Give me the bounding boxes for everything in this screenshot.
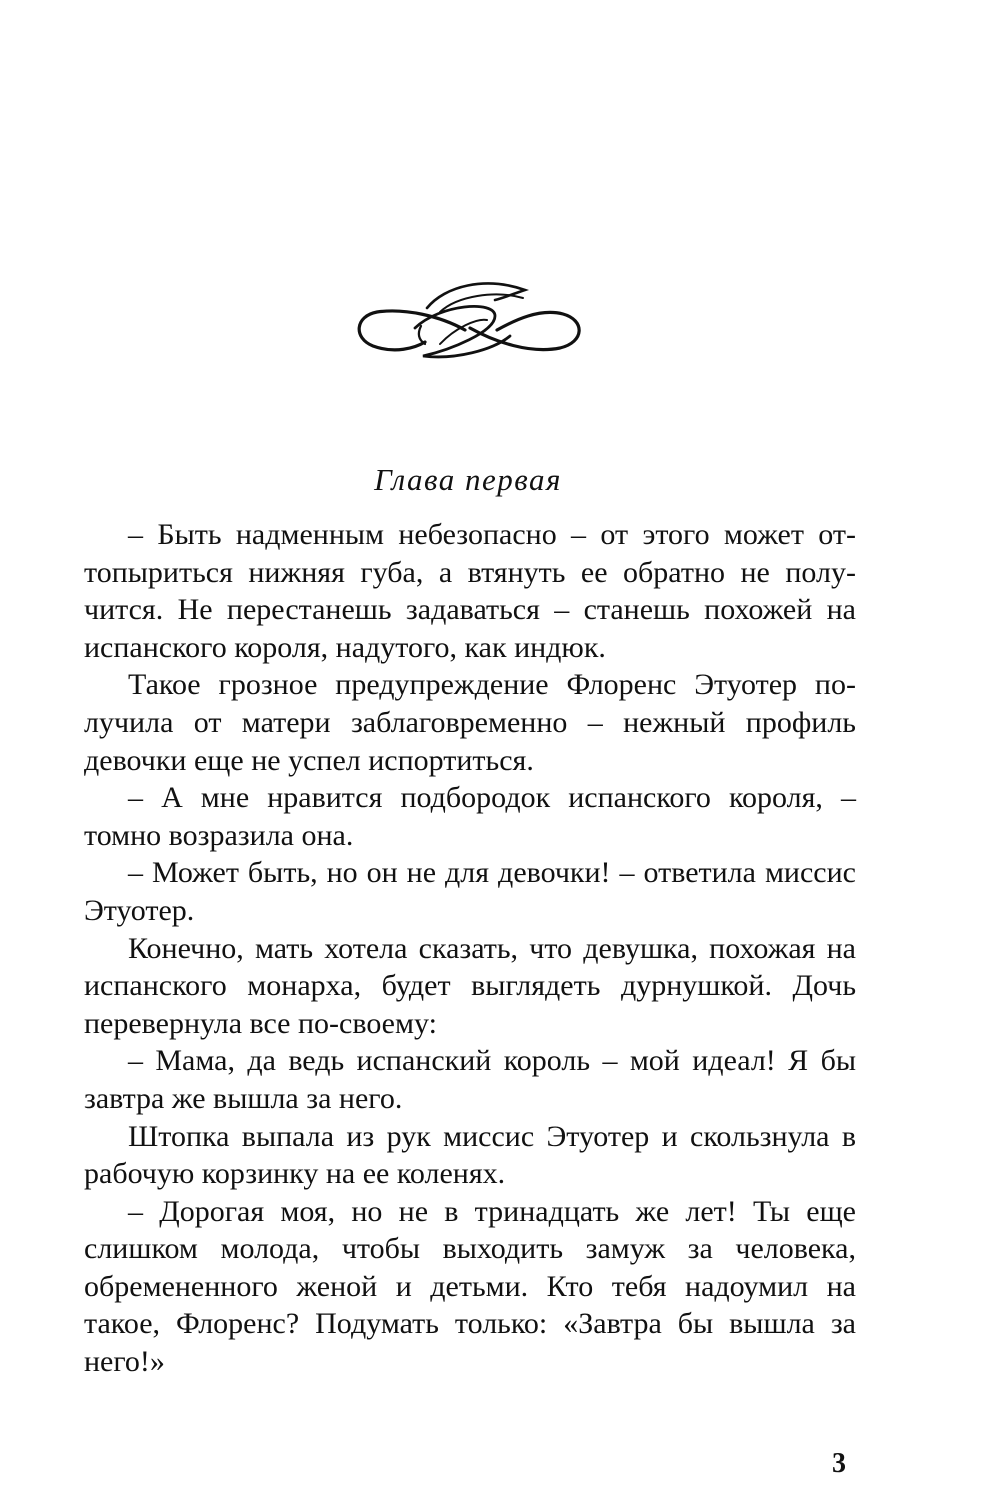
chapter-title: Глава первая xyxy=(374,462,562,497)
paragraph: – Дорогая моя, но не в тринадцать же лет! Ты еще слишком молода, чтобы выходить замуж за человека, обремененного женой и детьми. Кто тебя надоумил на такое, Флоренс? Подумать только: «Завтра бы вышла за него!» xyxy=(84,1194,856,1379)
paragraph: Штопка выпала из рук миссис Этуотер и скользнула в рабочую корзинку на ее коленях. xyxy=(84,1119,856,1191)
paragraph: – Может быть, но он не для девочки! – ответила миссис Этуотер. xyxy=(84,856,856,927)
paragraph: – А мне нравится подбородок испанского короля, – томно возразила она. xyxy=(84,781,856,852)
paragraph: Такое грозное предупреждение Флоренс Этуотер получила от матери заблаговременно – нежный профиль девочки еще не успел испортиться. xyxy=(84,668,856,777)
paragraph: Конечно, мать хотела сказать, что девушка, похожая на испанского монарха, будет выглядеть дурнушкой. Дочь перевернула все по-своему: xyxy=(84,931,856,1040)
paragraph: – Мама, да ведь испанский король – мой идеал! Я бы завтра же вышла за него. xyxy=(84,1044,856,1115)
paragraph: – Быть надменным небезопасно – от этого может оттопыриться нижняя губа, а втянуть ее обратно не получится. Не перестанешь задаваться – станешь похожей на испанского короля, надутого, как индюк. xyxy=(84,518,856,664)
ornament-flourish-icon xyxy=(345,268,595,368)
page-number: 3 xyxy=(832,1448,846,1479)
chapter-body xyxy=(84,516,856,1381)
